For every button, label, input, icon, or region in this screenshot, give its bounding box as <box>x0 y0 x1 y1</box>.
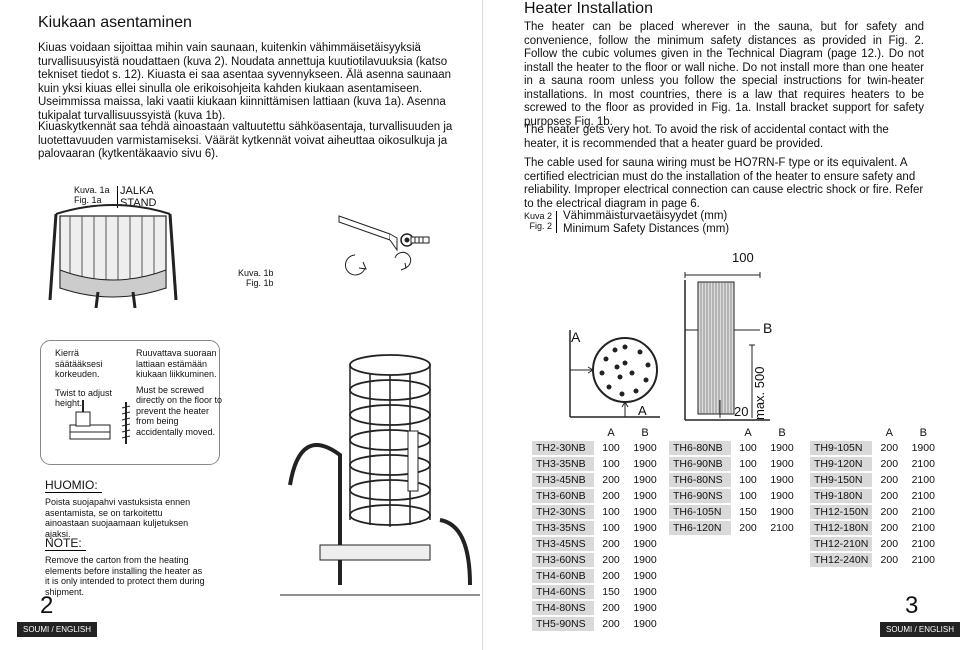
distance-b-cell: 1900 <box>633 522 657 534</box>
screw-note: Ruuvattava suoraan lattiaan estämään kiukaan liikkuminen. Must be screwed directly on the floor to prevent the heater from being accidentally moved. <box>136 348 223 437</box>
right-wiring-paragraph: The cable used for sauna wiring must be HO7RN-F type or its equivalent. A certified electrician must do the installation of the heater to ensure safety and reliability. Improper electrical connection can cause electric shock or fire. Refer to the electrical diagram in page 6. <box>524 157 924 210</box>
left-language-label: SOUMI / ENGLISH <box>17 622 97 637</box>
distance-b-cell: 1900 <box>633 602 657 614</box>
table-row <box>810 473 940 487</box>
model-cell: TH3-45NS <box>532 537 594 551</box>
distance-a-cell: 200 <box>880 474 899 486</box>
table-1-col-b: B <box>641 427 649 439</box>
table-row <box>669 473 799 487</box>
table-row <box>532 585 662 599</box>
model-cell: TH3-35NS <box>532 521 594 535</box>
note-box <box>45 534 205 597</box>
distance-b-cell: 2100 <box>911 458 935 470</box>
table-row <box>532 473 662 487</box>
model-cell: TH9-150N <box>810 473 872 487</box>
distance-b-cell: 2100 <box>911 554 935 566</box>
left-page-title: Kiukaan asentaminen <box>38 14 192 31</box>
distance-a-cell: 200 <box>602 474 620 486</box>
distance-b-cell: 2100 <box>911 522 935 534</box>
distance-b-cell: 1900 <box>633 506 657 518</box>
model-cell: TH4-60NS <box>532 585 594 599</box>
distance-a-cell: 150 <box>602 586 620 598</box>
distance-a-cell: 200 <box>602 618 620 630</box>
fig-1a-label: Kuva. 1a Fig. 1a <box>74 185 110 205</box>
table-row <box>810 537 940 551</box>
distance-a-cell: 100 <box>739 458 757 470</box>
right-language-label: SOUMI / ENGLISH <box>880 622 960 637</box>
model-cell: TH6-80NB <box>669 441 731 455</box>
distance-a-cell: 200 <box>880 506 899 518</box>
fig-1b-heater-guard-illustration <box>280 345 480 600</box>
huomio-title: HUOMIO: <box>45 478 102 493</box>
side-view-label-100: 100 <box>732 250 754 265</box>
distance-a-cell: 150 <box>739 506 757 518</box>
table-row <box>532 457 662 471</box>
distance-b-cell: 1900 <box>633 474 657 486</box>
table-row <box>532 441 662 455</box>
model-cell: TH2-30NS <box>532 505 594 519</box>
distance-b-cell: 1900 <box>770 490 794 502</box>
table-row <box>810 457 940 471</box>
side-view-label-20: 20 <box>734 404 749 419</box>
fig-1b-label: Kuva. 1b Fig. 1b <box>238 268 274 288</box>
distance-b-cell: 2100 <box>911 490 935 502</box>
page-gutter <box>482 0 483 650</box>
table-row <box>532 505 662 519</box>
table-3-col-a: A <box>885 427 893 439</box>
model-cell: TH6-105N <box>669 505 731 519</box>
twist-note: Kierrä säätääksesi korkeuden. Twist to adjust height. <box>55 348 113 408</box>
stand-label: JALKA STAND <box>120 185 157 209</box>
model-cell: TH9-105N <box>810 441 872 455</box>
safety-distance-table-2 <box>669 425 799 537</box>
distance-b-cell: 1900 <box>633 586 657 598</box>
table-row <box>532 601 662 615</box>
table-row <box>532 521 662 535</box>
side-view-label-b: B <box>763 320 773 336</box>
table-row <box>669 505 799 519</box>
distance-a-cell: 100 <box>602 506 620 518</box>
fig-2-side-view-diagram <box>680 240 790 430</box>
distance-a-cell: 200 <box>602 554 620 566</box>
fig-1a-floor-screw-illustration <box>335 210 435 280</box>
table-row <box>669 489 799 503</box>
table-row <box>532 569 662 583</box>
fig-2-label: Kuva 2 Fig. 2 <box>524 211 553 231</box>
table-row <box>532 489 662 503</box>
table-2-col-b: B <box>778 427 786 439</box>
distance-a-cell: 100 <box>602 442 620 454</box>
distance-b-cell: 1900 <box>633 570 657 582</box>
model-cell: TH3-45NB <box>532 473 594 487</box>
distance-a-cell: 100 <box>739 474 757 486</box>
distance-a-cell: 200 <box>880 522 899 534</box>
distance-a-cell: 100 <box>602 458 620 470</box>
safety-distance-table-1 <box>532 425 662 633</box>
table-row <box>810 521 940 535</box>
distance-a-cell: 200 <box>602 490 620 502</box>
table-3-col-b: B <box>919 427 927 439</box>
distance-b-cell: 1900 <box>770 458 794 470</box>
model-cell: TH12-150N <box>810 505 872 519</box>
distance-a-cell: 200 <box>880 442 899 454</box>
distance-b-cell: 2100 <box>911 538 935 550</box>
distance-a-cell: 200 <box>602 602 620 614</box>
distance-a-cell: 200 <box>602 570 620 582</box>
distance-a-cell: 100 <box>602 522 620 534</box>
side-view-label-max500: max. 500 <box>752 366 767 420</box>
distance-b-cell: 1900 <box>770 506 794 518</box>
right-page-title: Heater Installation <box>524 0 653 17</box>
distance-a-cell: 200 <box>880 538 899 550</box>
model-cell: TH12-210N <box>810 537 872 551</box>
distance-b-cell: 2100 <box>911 474 935 486</box>
table-row <box>669 457 799 471</box>
distance-b-cell: 1900 <box>633 442 657 454</box>
model-cell: TH6-120N <box>669 521 731 535</box>
distance-a-cell: 200 <box>880 458 899 470</box>
distance-a-cell: 200 <box>880 490 899 502</box>
distance-a-cell: 200 <box>739 522 757 534</box>
fig-2-label-divider <box>556 211 557 233</box>
distance-b-cell: 2100 <box>770 522 794 534</box>
model-cell: TH5-90NS <box>532 617 594 631</box>
distance-a-cell: 100 <box>739 490 757 502</box>
table-row <box>532 617 662 631</box>
table-row <box>669 521 799 535</box>
distance-b-cell: 1900 <box>770 474 794 486</box>
model-cell: TH4-80NS <box>532 601 594 615</box>
model-cell: TH9-180N <box>810 489 872 503</box>
left-intro-paragraph: Kiuas voidaan sijoittaa mihin vain saunaan, kuitenkin vähimmäisetäisyyksiä turvallisuusyistä noudattaen (kuva 2). Noudata annettuja kuutiotilavuuksia (katso tekniset tiedot s. 12). Kiuasta ei saa asentaa syvennykseen. Älä asenna saunaan kuin yksi kiuas ellei sinulla ole erikoisohjeita kahden kiukaan asentamiseen. Useimmissa maissa, laki vaatii kiukaan kiinnittämisen lattiaan (kuva 1a). Asenna tukipalat turvallisuussyistä (kuva 1b). <box>38 42 451 122</box>
model-cell: TH12-180N <box>810 521 872 535</box>
fig-2-title: Vähimmäisturvaetäisyydet (mm) Minimum Safety Distances (mm) <box>563 210 730 235</box>
distance-b-cell: 1900 <box>633 554 657 566</box>
model-cell: TH6-90NS <box>669 489 731 503</box>
top-view-label-a: A <box>571 329 581 345</box>
left-page-number: 2 <box>40 592 54 619</box>
table-row <box>532 537 662 551</box>
top-view-label-a-bottom: A <box>638 403 647 418</box>
distance-b-cell: 1900 <box>633 458 657 470</box>
table-row <box>810 441 940 455</box>
note-text: Remove the carton from the heating elements before installing the heater as it is only intended to protect them during shipment. <box>45 555 205 597</box>
table-row <box>669 441 799 455</box>
distance-a-cell: 200 <box>880 554 899 566</box>
model-cell: TH6-80NS <box>669 473 731 487</box>
distance-b-cell: 1900 <box>633 618 657 630</box>
table-2-col-a: A <box>744 427 752 439</box>
model-cell: TH3-60NB <box>532 489 594 503</box>
model-cell: TH4-60NB <box>532 569 594 583</box>
distance-b-cell: 1900 <box>911 442 935 454</box>
model-cell: TH9-120N <box>810 457 872 471</box>
table-row <box>810 489 940 503</box>
note-title: NOTE: <box>45 536 86 551</box>
model-cell: TH6-90NB <box>669 457 731 471</box>
distance-b-cell: 1900 <box>633 538 657 550</box>
table-row <box>810 505 940 519</box>
right-guard-paragraph: The heater gets very hot. To avoid the risk of accidental contact with the heater, it is recommended that a heater guard be provided. <box>524 124 889 150</box>
distance-b-cell: 1900 <box>633 490 657 502</box>
model-cell: TH3-35NB <box>532 457 594 471</box>
huomio-text: Poista suojapahvi vastuksista ennen asentamista, se on tarkoitettu ainoastaan suojaamaan kuljetuksen ajaksi. <box>45 497 191 539</box>
left-electrician-paragraph: Kiuaskytkennät saa tehdä ainoastaan valtuutettu sähköasentaja, turvallisuuden ja luotettavuuden varmistamiseksi. Väärät kytkennät voivat aiheuttaa oikosulkuja ja palovaaran (kytkentäkaavio sivu 6). <box>38 121 453 160</box>
right-page-number: 3 <box>905 592 919 619</box>
distance-b-cell: 2100 <box>911 506 935 518</box>
model-cell: TH2-30NB <box>532 441 594 455</box>
distance-b-cell: 1900 <box>770 442 794 454</box>
distance-a-cell: 200 <box>602 538 620 550</box>
model-cell: TH3-60NS <box>532 553 594 567</box>
table-1-col-a: A <box>607 427 615 439</box>
table-row <box>532 553 662 567</box>
right-intro-paragraph: The heater can be placed wherever in the sauna, but for safety and convenience, follow the minimum safety distances as provided in Fig. 2. Follow the cubic volumes given in the Technical Diagram (page 12.). Do not install the heater to the floor or wall niche. Do not install more than one heater in a sauna room unless you follow the special instructions for twin-heater installations. In most countries, there is a law that requires heaters to be screwed to the floor as provided in Fig. 1a. Install bracket support for safety purposes Fig. 1b. <box>524 21 924 128</box>
distance-a-cell: 100 <box>739 442 757 454</box>
model-cell: TH12-240N <box>810 553 872 567</box>
huomio-box <box>45 476 205 539</box>
table-row <box>810 553 940 567</box>
safety-distance-table-3 <box>810 425 940 569</box>
fig-1a-heater-stand-illustration <box>38 200 188 310</box>
